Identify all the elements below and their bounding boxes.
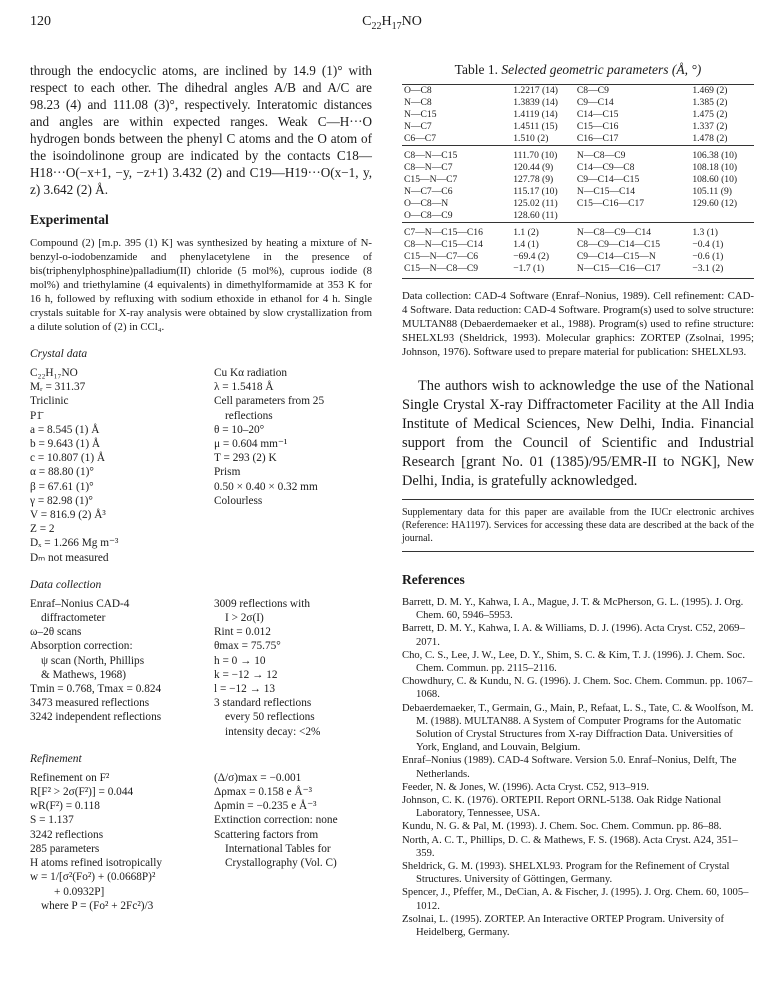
torsion-row (402, 263, 754, 279)
reference-item: Johnson, C. K. (1976). ORTEPII. Report ORNL-5138. Oak Ridge National Laboratory, Tennessee, USA. (402, 795, 722, 820)
data-line: Absorption correction: (30, 640, 133, 653)
data-line: intensity decay: <2% (225, 725, 321, 738)
data-line: reflections (225, 409, 273, 422)
value-cell: −0.6 (1) (692, 251, 724, 262)
value-cell: 1.4511 (15) (513, 121, 558, 132)
atoms-cell: C15—C16 (576, 121, 619, 132)
data-line: Z = 2 (30, 523, 55, 536)
data-line: 3242 reflections (30, 828, 104, 841)
data-line: wR(F²) = 0.118 (30, 800, 100, 813)
value-cell: 1.475 (2) (692, 109, 728, 120)
experimental-heading: Experimental (30, 212, 109, 227)
value-cell: −1.7 (1) (509, 263, 575, 279)
value-cell: −3.1 (2) (688, 263, 754, 279)
refinement-col1 (30, 771, 214, 913)
atoms-cell: C9—C14 (576, 97, 614, 108)
data-line: Δρmax = 0.158 e Å⁻³ (214, 786, 312, 799)
crystal-data-heading: Crystal data (30, 348, 88, 360)
data-line: + 0.0932P] (54, 885, 105, 898)
data-line: Triclinic (30, 395, 69, 408)
value-cell: 1.2217 (14) (509, 85, 575, 98)
data-line: Extinction correction: none (214, 814, 338, 827)
data-line: ω–2θ scans (30, 626, 82, 639)
torsion-row (402, 239, 754, 251)
data-line: H atoms refined isotropically (30, 857, 163, 870)
atoms-cell: C16—C17 (576, 133, 619, 144)
data-line: a = 8.545 (1) Å (30, 423, 100, 436)
data-line: Rint = 0.012 (214, 626, 271, 639)
data-line: α = 88.80 (1)° (30, 466, 94, 479)
atoms-cell: C8—N—C7 (404, 162, 453, 173)
bond-row (402, 85, 754, 98)
value-cell: 108.60 (10) (692, 174, 738, 185)
data-line: 0.50 × 0.40 × 0.32 mm (214, 480, 318, 493)
data-line: 285 parameters (30, 842, 100, 855)
value-cell: 106.38 (10) (688, 146, 754, 163)
data-line: where P = (Fo² + 2Fc²)/3 (41, 899, 154, 912)
data-line: Prism (214, 466, 241, 479)
data-line: β = 67.61 (1)° (30, 480, 94, 493)
atoms-cell: N—C7 (404, 121, 432, 132)
value-cell: 1.337 (2) (692, 121, 728, 132)
data-line: Dₘ not measured (30, 551, 109, 564)
data-collection-col1 (30, 597, 214, 739)
page-header (30, 14, 754, 34)
value-cell: 1.4119 (14) (513, 109, 558, 120)
data-line: 3242 independent reflections (30, 711, 162, 724)
table-title: Table 1. Selected geometric parameters (Å, °) (454, 62, 702, 77)
data-line: every 50 reflections (225, 711, 315, 724)
value-cell: −0.4 (1) (692, 239, 724, 250)
atoms-cell: O—C8—C9 (404, 210, 453, 221)
experimental-paragraph: Compound (2) [m.p. 395 (1) K] was synthesized by heating a mixture of N-benzyl-o-iodobenzamide and phenylacetylene in the presence of bis(triphenylphosphine)palladium(II) chloride (5 mol%), cuprous iodide (8 mol%) and triethylamine (4 equivalents) in dimethylformamide at 353 K for 16 h, followed by refluxing with sodium ethoxide in ethanol for 4 h. Single crystals suitable for X-ray analysis were obtained by slow crystallization from a dilute solution of (2) in CCl₄. (30, 237, 372, 333)
reference-item: Barrett, D. M. Y., Kahwa, I. A. & Williams, D. J. (1996). Acta Cryst. C52, 2069–2071. (402, 623, 745, 648)
data-line: Tmin = 0.768, Tmax = 0.824 (30, 683, 162, 696)
value-cell: 129.60 (12) (692, 198, 738, 209)
data-line: k = −12 → 12 (214, 668, 278, 681)
value-cell: 120.44 (9) (513, 162, 554, 173)
reference-item: Spencer, J., Pfeffer, M., DeCian, A. & Fischer, J. (1995). J. Org. Chem. 60, 1005–1012. (402, 887, 749, 912)
value-cell: −69.4 (2) (513, 251, 550, 262)
atoms-cell: N—C15 (404, 109, 437, 120)
value-cell: 1.1 (2) (509, 223, 575, 240)
value-cell: 1.469 (2) (688, 85, 754, 98)
atoms-cell: C14—C9—C8 (576, 162, 635, 173)
data-line: (Δ/σ)max = −0.001 (214, 771, 302, 784)
divider-top (402, 499, 754, 500)
value-cell: 1.385 (2) (692, 97, 728, 108)
value-cell: 127.78 (9) (513, 174, 554, 185)
atoms-cell: O—C8 (402, 85, 509, 98)
atoms-cell: C15—N—C8—C9 (402, 263, 509, 279)
reference-item: Feeder, N. & Jones, W. (1996). Acta Cryst. C52, 913–919. (402, 781, 650, 793)
value-cell: 128.60 (11) (513, 210, 558, 221)
atoms-cell: C15—C16—C17 (576, 198, 645, 209)
data-line: λ = 1.5418 Å (214, 381, 274, 394)
left-column (30, 62, 372, 913)
data-line: γ = 82.98 (1)° (30, 494, 93, 507)
atoms-cell: N—C8 (404, 97, 432, 108)
reference-item: Cho, C. S., Lee, J. W., Lee, D. Y., Shim, S. C. & Kim, T. J. (1996). J. Chem. Soc. Chem. Commun. pp. 2115–2116. (402, 649, 746, 675)
data-line: Δρmin = −0.235 e Å⁻³ (214, 800, 317, 813)
data-line: P1̄ (30, 409, 42, 422)
data-line: C₂₂H₁₇NO (30, 367, 78, 379)
atoms-cell: C8—C9 (575, 85, 688, 98)
torsion-row (402, 251, 754, 263)
atoms-cell: C15—N—C7—C6 (404, 251, 479, 262)
data-line: h = 0 → 10 (214, 654, 266, 667)
data-line: 3009 reflections with (214, 597, 311, 610)
value-cell: 1.3839 (14) (513, 97, 558, 108)
value-cell: 1.4 (1) (513, 239, 539, 250)
atoms-cell (575, 210, 688, 223)
acknowledgement: The authors wish to acknowledge the use of the National Single Crystal X-ray Diffractometer Facility at the All India Institute of Medical Sciences, New Delhi, India. Financial support from the Council of Scientific and Industrial Research [grant No. 01 (1385)/95/EMR-II to NGK], New Delhi, India, is gratefully acknowledged. (402, 378, 754, 489)
bond-row (402, 109, 754, 121)
atoms-cell: C6—C7 (404, 133, 436, 144)
data-line: diffractometer (41, 612, 106, 625)
supplementary-note: Supplementary data for this paper are available from the IUCr electronic archives (Reference: HA1197). Services for accessing these data are described at the back of the journal. (402, 507, 754, 544)
bond-row (402, 121, 754, 133)
refinement-col2 (214, 771, 372, 913)
atoms-cell: N—C15—C16—C17 (575, 263, 688, 279)
data-line: 3 standard reflections (214, 697, 312, 710)
atoms-cell: C15—N—C7 (404, 174, 458, 185)
reference-item: Debaerdemaeker, T., Germain, G., Main, P., Refaat, L. S., Tate, C. & Woolfson, M. M. (1988). MULTAN88. A System of Computer Programs for the Automatic Solution of Crystal Structures from X-ray Diffraction Data. Universities of York, England, and Louvain, Belgium. (402, 702, 754, 754)
data-line: International Tables for (225, 842, 331, 855)
data-line: Enraf–Nonius CAD-4 (30, 597, 130, 610)
data-line: b = 9.643 (1) Å (30, 438, 101, 451)
data-line: Refinement on F² (30, 771, 110, 784)
data-line: & Mathews, 1968) (41, 668, 127, 681)
atoms-cell: C14—C15 (576, 109, 619, 120)
atoms-cell: N—C7—C6 (404, 186, 453, 197)
data-collection-heading: Data collection (30, 578, 102, 591)
data-line: Colourless (214, 494, 263, 507)
crystal-data-col2 (214, 366, 372, 565)
divider-bottom (402, 551, 754, 552)
angle-row (402, 146, 754, 163)
data-line: Cell parameters from 25 (214, 395, 325, 408)
reference-item: Kundu, N. G. & Pal, M. (1993). J. Chem. Soc. Chem. Commun. pp. 86–88. (402, 821, 722, 833)
data-line: l = −12 → 13 (214, 683, 276, 696)
atoms-cell: C7—N—C15—C16 (402, 223, 509, 240)
angle-row (402, 198, 754, 210)
bond-row (402, 97, 754, 109)
data-line: θmax = 75.75° (214, 640, 281, 653)
value-cell: 105.11 (9) (692, 186, 732, 197)
data-line: S = 1.137 (30, 814, 74, 827)
reference-item: Chowdhury, C. & Kundu, N. G. (1996). J. Chem. Soc. Chem. Commun. pp. 1067–1068. (402, 676, 753, 701)
atoms-cell: N—C8—C9 (575, 146, 688, 163)
data-line: θ = 10–20° (214, 423, 265, 436)
data-line: Cu Kα radiation (214, 367, 288, 379)
value-cell: 111.70 (10) (509, 146, 575, 163)
data-line: Crystallography (Vol. C) (225, 857, 337, 870)
value-cell: 1.478 (2) (692, 133, 728, 144)
value-cell: 115.17 (10) (513, 186, 558, 197)
atoms-cell: C8—C9—C14—C15 (576, 239, 661, 250)
reference-item: Sheldrick, G. M. (1993). SHELXL93. Program for the Refinement of Crystal Structures. University of Göttingen, Germany. (402, 861, 730, 886)
software-paragraph: Data collection: CAD-4 Software (Enraf–Nonius, 1989). Cell refinement: CAD-4 Software. Data reduction: CAD-4 Software. Program(s) used to solve structure: MULTAN88 (Debaerdemaeker et al., 1988). Program(s) used to refine structure: SHELXL93 (Sheldrick, 1993). Molecular graphics: ZORTEP (Zsolnai, 1995; Johnson, 1976). Software used to prepare material for publication: SHELXL93. (402, 290, 755, 358)
right-column (402, 62, 754, 939)
bond-row (402, 133, 754, 146)
atoms-cell: N—C8—C9—C14 (575, 223, 688, 240)
atoms-cell: C8—N—C15—C14 (404, 239, 483, 250)
data-line: Mᵣ = 311.37 (30, 381, 86, 394)
refinement-block (30, 771, 372, 913)
atoms-cell: C8—N—C15 (402, 146, 509, 163)
atoms-cell: O—C8—N (404, 198, 449, 209)
data-line: 3473 measured reflections (30, 697, 150, 710)
data-collection-col2 (214, 597, 372, 739)
angle-row (402, 186, 754, 198)
data-line: R[F² > 2σ(F²)] = 0.044 (30, 786, 134, 799)
value-cell (688, 210, 754, 223)
refinement-heading: Refinement (30, 752, 82, 765)
data-line: Scattering factors from (214, 828, 319, 841)
page-number: 120 (30, 14, 51, 29)
torsion-row (402, 223, 754, 240)
data-line: ψ scan (North, Phillips (41, 654, 145, 667)
atoms-cell: C9—C14—C15 (576, 174, 640, 185)
value-cell: 1.510 (2) (513, 133, 549, 144)
data-collection-block (30, 597, 372, 739)
geometric-parameters-table (402, 84, 754, 279)
angle-row (402, 174, 754, 186)
references-list (402, 596, 754, 939)
value-cell: 1.3 (1) (688, 223, 754, 240)
crystal-data-col1 (30, 366, 214, 565)
atoms-cell: N—C15—C14 (576, 186, 635, 197)
data-line: Dₓ = 1.266 Mg m⁻³ (30, 537, 119, 550)
value-cell: 108.18 (10) (692, 162, 738, 173)
data-line: μ = 0.604 mm⁻¹ (214, 438, 288, 451)
angle-row (402, 210, 754, 223)
running-title-formula: $C_{22}H_{17}NO$ (362, 14, 422, 32)
references-heading: References (402, 572, 465, 587)
data-line: T = 293 (2) K (214, 452, 277, 465)
data-line: V = 816.9 (2) Å³ (30, 509, 106, 522)
reference-item: North, A. C. T., Phillips, D. C. & Mathews, F. S. (1968). Acta Cryst. A24, 351–359. (402, 834, 738, 859)
crystal-data-block (30, 366, 372, 565)
angle-row (402, 162, 754, 174)
data-line: c = 10.807 (1) Å (30, 452, 106, 465)
data-line: I > 2σ(I) (225, 612, 264, 625)
value-cell: 125.02 (11) (513, 198, 558, 209)
intro-paragraph: through the endocyclic atoms, are inclined by 14.9 (1)° with respect to each other. The dihedral angles A/B and A/C are 98.23 (4) and 111.08 (3)°, respectively. Interatomic distances and angles are within expected ranges. Weak C—H···O hydrogen bonds between the phenyl C atoms and the O atom of the isoindolinone group are indicated by the contacts C18—H18···O(−x+1, −y, −z+1) 3.432 (2) and C19—H19···O(x−1, y, z) 3.642 (2) Å. (30, 63, 372, 197)
reference-item: Zsolnai, L. (1995). ZORTEP. An Interactive ORTEP Program. University of Heidelberg, Germany. (402, 913, 724, 939)
atoms-cell: C9—C14—C15—N (576, 251, 656, 262)
reference-item: Barrett, D. M. Y., Kahwa, I. A., Mague, J. T. & McPherson, G. L. (1995). J. Org. Chem. 60, 5946–5953. (402, 597, 744, 622)
data-line: w = 1/[σ²(Fo²) + (0.0668P)² (30, 871, 156, 884)
reference-item: Enraf–Nonius (1989). CAD-4 Software. Version 5.0. Enraf–Nonius, Delft, The Netherlands. (402, 755, 737, 780)
